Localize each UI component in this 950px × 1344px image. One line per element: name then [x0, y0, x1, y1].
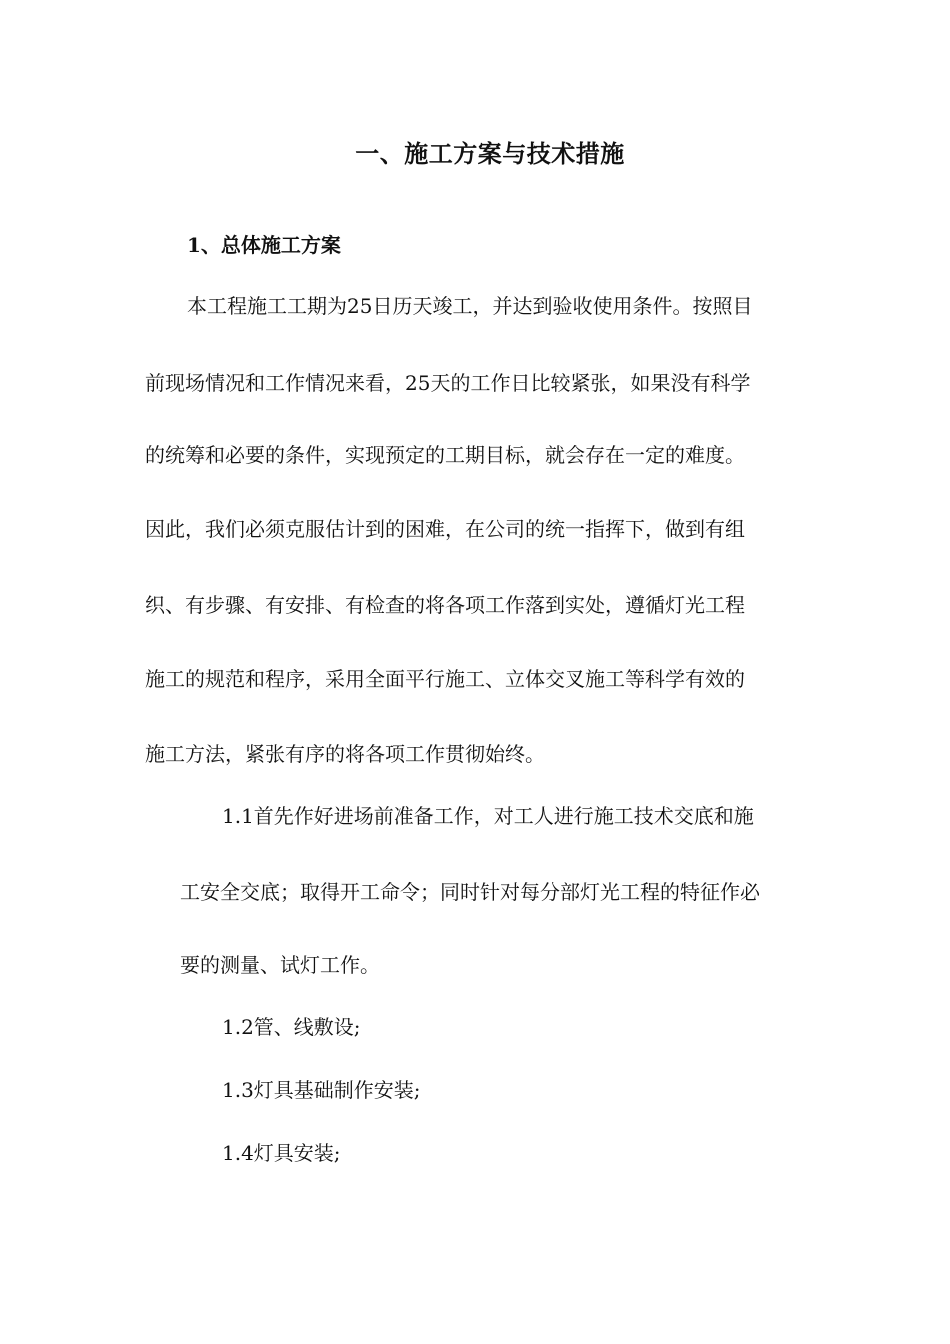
item-1-1-line: 要的测量、试灯工作。: [180, 953, 380, 977]
intro-line: 因此，我们必须克服估计到的困难，在公司的统一指挥下，做到有组: [145, 517, 745, 541]
item-1-1-line: 1.1首先作好进场前准备工作，对工人进行施工技术交底和施: [222, 804, 754, 828]
section-heading: 1、总体施工方案: [187, 233, 341, 257]
intro-line: 织、有步骤、有安排、有检查的将各项工作落到实处，遵循灯光工程: [145, 593, 745, 617]
list-item: 1.2管、线敷设;: [222, 1015, 361, 1039]
intro-line: 前现场情况和工作情况来看，25天的工作日比较紧张，如果没有科学: [145, 371, 751, 395]
list-item: 1.4灯具安装;: [222, 1141, 341, 1165]
intro-line: 施工的规范和程序，采用全面平行施工、立体交叉施工等科学有效的: [145, 667, 745, 691]
item-1-1-line: 工安全交底；取得开工命令；同时针对每分部灯光工程的特征作必: [180, 880, 760, 904]
list-item: 1.3灯具基础制作安装;: [222, 1078, 421, 1102]
intro-line: 本工程施工工期为25日历天竣工，并达到验收使用条件。按照目: [187, 294, 753, 318]
intro-line: 施工方法，紧张有序的将各项工作贯彻始终。: [145, 742, 545, 766]
document-title: 一、施工方案与技术措施: [355, 139, 625, 168]
intro-line: 的统筹和必要的条件，实现预定的工期目标，就会存在一定的难度。: [145, 443, 745, 467]
